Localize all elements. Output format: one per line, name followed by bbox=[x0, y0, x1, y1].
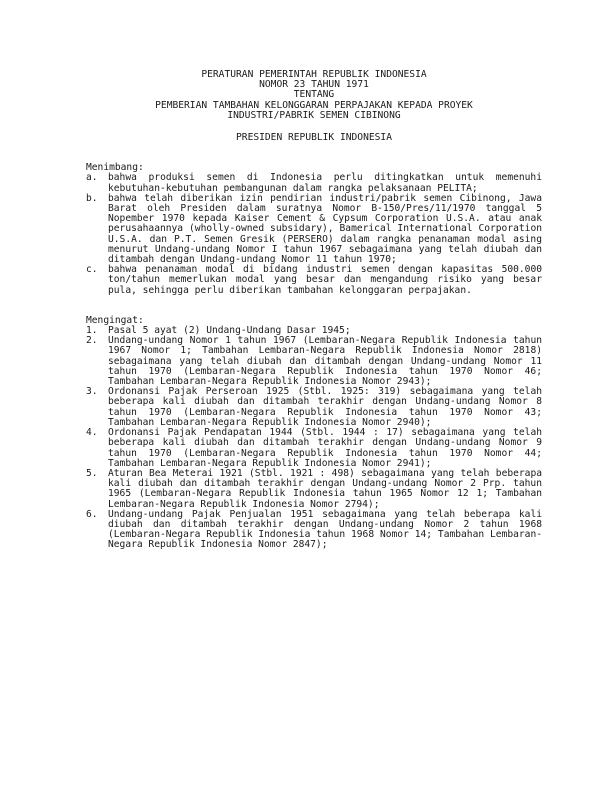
item-text: Ordonansi Pajak Pendapatan 1944 (Stbl. 1944 : 17) sebagaimana yang telah beberapa kali diubah dan ditambah terakhir dengan Undang-undang Nomor 9 tahun 1970 (Lembaran-Negara Republik Indonesia tahun 1970 Nomor 44; Tambahan Lembaran-Negara Republik Indonesia Nomor 2941); bbox=[108, 427, 542, 469]
menimbang-label: Menimbang: bbox=[86, 162, 144, 174]
item-number: 3. bbox=[86, 386, 98, 398]
menimbang-item bbox=[86, 194, 542, 265]
item-number: 2. bbox=[86, 335, 98, 347]
regulation-tentang: TENTANG bbox=[293, 89, 335, 101]
regulation-subject-line2: INDUSTRI/PABRIK SEMEN CIBINONG bbox=[227, 109, 401, 121]
mengingat-item bbox=[86, 336, 542, 387]
item-text: bahwa produksi semen di Indonesia perlu ditingkatkan untuk memenuhi kebutuhan-kebutuhan pembangunan dalam rangka pelaksanaan PELITA; bbox=[108, 172, 542, 194]
mengingat-item bbox=[86, 387, 542, 428]
item-number: b. bbox=[86, 192, 98, 204]
menimbang-section bbox=[86, 163, 542, 296]
mengingat-section bbox=[86, 316, 542, 551]
mengingat-item bbox=[86, 469, 542, 510]
regulation-number: NOMOR 23 TAHUN 1971 bbox=[259, 79, 369, 91]
item-number: 4. bbox=[86, 427, 98, 439]
item-text: Undang-undang Nomor 1 tahun 1967 (Lembaran-Negara Republik Indonesia tahun 1967 Nomor 1; Tambahan Lembaran-Negara Republik Indonesia Nomor 2818) sebagaimana yang telah diubah dan ditambah dengan Undang-undang Nomor 11 tahun 1970 (Lembaran-Negara Republik Indonesia tahun 1970 Nomor 46; Tambahan Lembaran-Negara Republik Indonesia Nomor 2943); bbox=[108, 335, 542, 388]
item-number: c. bbox=[86, 264, 98, 276]
regulation-title: PERATURAN PEMERINTAH REPUBLIK INDONESIA bbox=[201, 69, 427, 80]
regulation-subject-line1: PEMBERIAN TAMBAHAN KELONGGARAN PERPAJAKAN KEPADA PROYEK bbox=[155, 99, 473, 111]
mengingat-item bbox=[86, 510, 542, 551]
menimbang-item bbox=[86, 173, 542, 193]
item-number: 5. bbox=[86, 467, 98, 479]
item-text: bahwa penanaman modal di bidang industri semen dengan kapasitas 500.000 ton/tahun memerlukan modal yang besar dan mengandung risiko yang besar pula, sehingga perlu diberikan tambahan kelonggaran perpajakan. bbox=[108, 264, 542, 296]
mengingat-label: Mengingat: bbox=[86, 314, 144, 326]
item-number: 1. bbox=[86, 325, 98, 337]
item-text: Ordonansi Pajak Perseroan 1925 (Stbl. 1925: 319) sebagaimana yang telah beberapa kali diubah dan ditambah terakhir dengan Undang-undang Nomor 8 tahun 1970 (Lembaran-Negara Republik Indonesia tahun 1970 Nomor 43; Tambahan Lembaran-Negara Republik Indonesia Nomor 2940); bbox=[108, 386, 542, 428]
document-header bbox=[86, 70, 542, 143]
item-text: bahwa telah diberikan izin pendirian industri/pabrik semen Cibinong, Jawa Barat oleh Presiden dalam suratnya Nomor B-150/Pres/11/1970 tanggal 5 Nopember 1970 kepada Kaiser Cement & Cypsum Corporation U.S.A. atau anak perusahaannya (wholly-owned subsidary), Bamerical International Corporation U.S.A. dan P.T. Semen Gresik (PERSERO) dalam rangka penanaman modal asing menurut Undang-undang Nomor I tahun 1967 sebagaimana yang telah diubah dan ditambah dengan Undang-undang Nomor 11 tahun 1970; bbox=[108, 192, 542, 266]
item-number: 6. bbox=[86, 508, 98, 520]
issuer-heading: PRESIDEN REPUBLIK INDONESIA bbox=[236, 132, 392, 144]
item-text: Aturan Bea Meterai 1921 (Stbl. 1921 : 498) sebagaimana yang telah beberapa kali diubah dan ditambah terakhir dengan Undang-undang Nomor 2 Prp. tahun 1965 (Lembaran-Negara Republik Indonesia tahun 1965 Nomor 12 1; Tambahan Lembaran-Negara Republik Indonesia Nomor 2794); bbox=[108, 467, 542, 510]
item-text: Pasal 5 ayat (2) Undang-Undang Dasar 1945; bbox=[108, 325, 351, 337]
item-text: Undang-undang Pajak Penjualan 1951 sebagaimana yang telah beberapa kali diubah dan ditambah terakhir dengan Undang-undang Nomor 2 tahun 1968 (Lembaran-Negara Republik Indonesia tahun 1968 Nomor 14; Tambahan Lembaran-Negara Republik Indonesia Nomor 2847); bbox=[108, 508, 542, 551]
mengingat-item bbox=[86, 428, 542, 469]
document-page bbox=[86, 70, 542, 551]
item-number: a. bbox=[86, 172, 98, 184]
menimbang-item bbox=[86, 265, 542, 296]
